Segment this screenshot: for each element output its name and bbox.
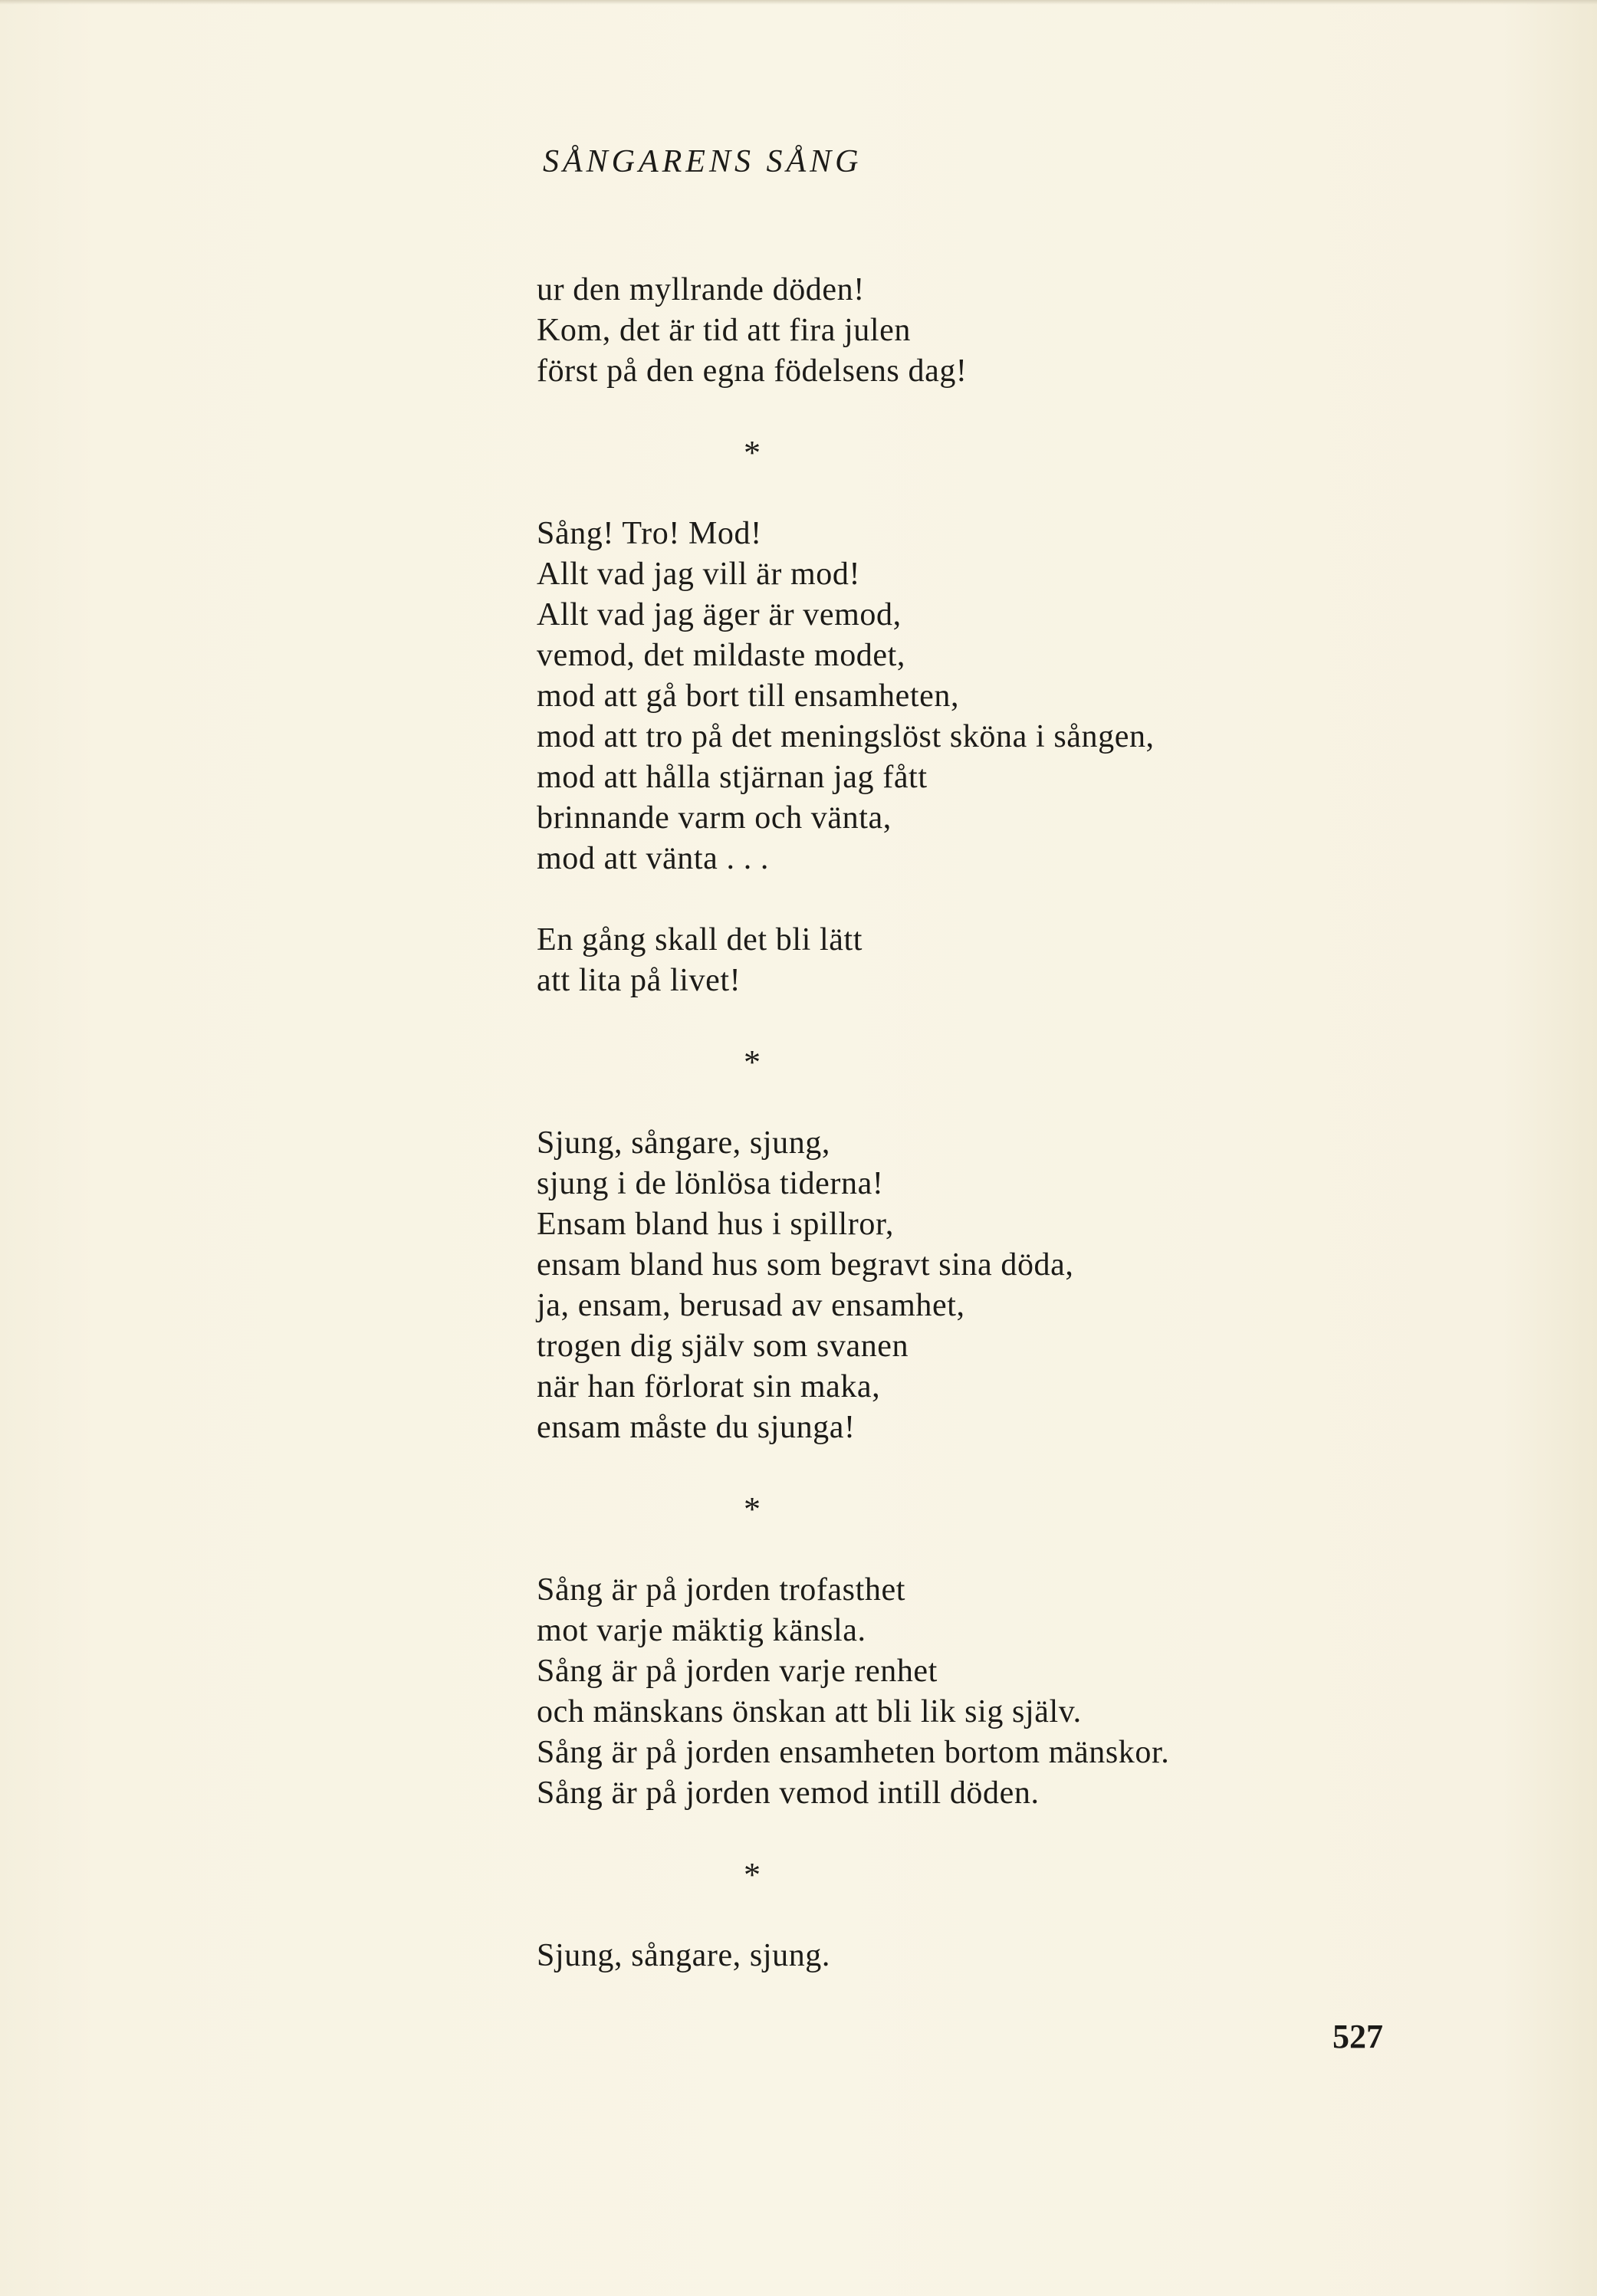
section-separator: * (744, 1043, 761, 1081)
page-top-edge (0, 0, 1597, 5)
poem-line: Allt vad jag vill är mod! (537, 557, 861, 592)
poem-line: först på den egna födelsens dag! (537, 353, 968, 389)
stanza-gap (537, 1001, 1533, 1042)
poem-line: Sjung, sångare, sjung. (537, 1938, 830, 1973)
poem-line: Allt vad jag äger är vemod, (537, 597, 902, 632)
poem-line: Sång är på jorden varje renhet (537, 1654, 938, 1689)
running-head: SÅNGARENS SÅNG (543, 144, 863, 179)
poem-line: brinnande varm och vänta, (537, 800, 892, 836)
poem-line: ensam måste du sjunga! (537, 1410, 856, 1445)
section-separator: * (744, 434, 761, 471)
poem-line: när han förlorat sin maka, (537, 1369, 881, 1404)
stanza-gap (537, 1082, 1533, 1123)
poem-line: och mänskans önskan att bli lik sig själv. (537, 1694, 1082, 1729)
poem-line: Sång! Tro! Mod! (537, 516, 762, 551)
stanza-gap (537, 473, 1533, 514)
stanza-gap (537, 392, 1533, 432)
poem-line: Sång är på jorden trofasthet (537, 1572, 905, 1608)
poem-line: att lita på livet! (537, 963, 741, 998)
poem-line: En gång skall det bli lätt (537, 922, 863, 957)
section-separator: * (744, 1856, 761, 1894)
poem-body (537, 270, 1533, 1976)
poem-line: mod att vänta . . . (537, 841, 770, 876)
poem-line: mod att hålla stjärnan jag fått (537, 760, 928, 795)
poem-line: Sång är på jorden ensamheten bortom mänskor. (537, 1735, 1170, 1770)
poem-line: sjung i de lönlösa tiderna! (537, 1166, 884, 1201)
poem-line: trogen dig själv som svanen (537, 1329, 909, 1364)
poem-line: ur den myllrande döden! (537, 272, 865, 307)
stanza-gap (537, 1895, 1533, 1936)
poem-line: mod att tro på det meningslöst sköna i sången, (537, 719, 1155, 754)
poem-line: ensam bland hus som begravt sina döda, (537, 1247, 1074, 1283)
stanza-gap (537, 1448, 1533, 1489)
poem-line: Sjung, sångare, sjung, (537, 1125, 830, 1161)
poem-line: mod att gå bort till ensamheten, (537, 678, 960, 714)
poem-line: Kom, det är tid att fira julen (537, 313, 912, 348)
poem-line: mot varje mäktig känsla. (537, 1613, 866, 1648)
stanza-gap (537, 1814, 1533, 1854)
poem-line: Sång är på jorden vemod intill döden. (537, 1775, 1040, 1811)
poem-line: Ensam bland hus i spillror, (537, 1207, 894, 1242)
poem-line: ja, ensam, berusad av ensamhet, (537, 1288, 965, 1323)
poem-line: vemod, det mildaste modet, (537, 638, 906, 673)
page-number: 527 (1332, 2018, 1383, 2055)
stanza-gap (537, 879, 1533, 920)
stanza-gap (537, 1529, 1533, 1570)
section-separator: * (744, 1490, 761, 1528)
